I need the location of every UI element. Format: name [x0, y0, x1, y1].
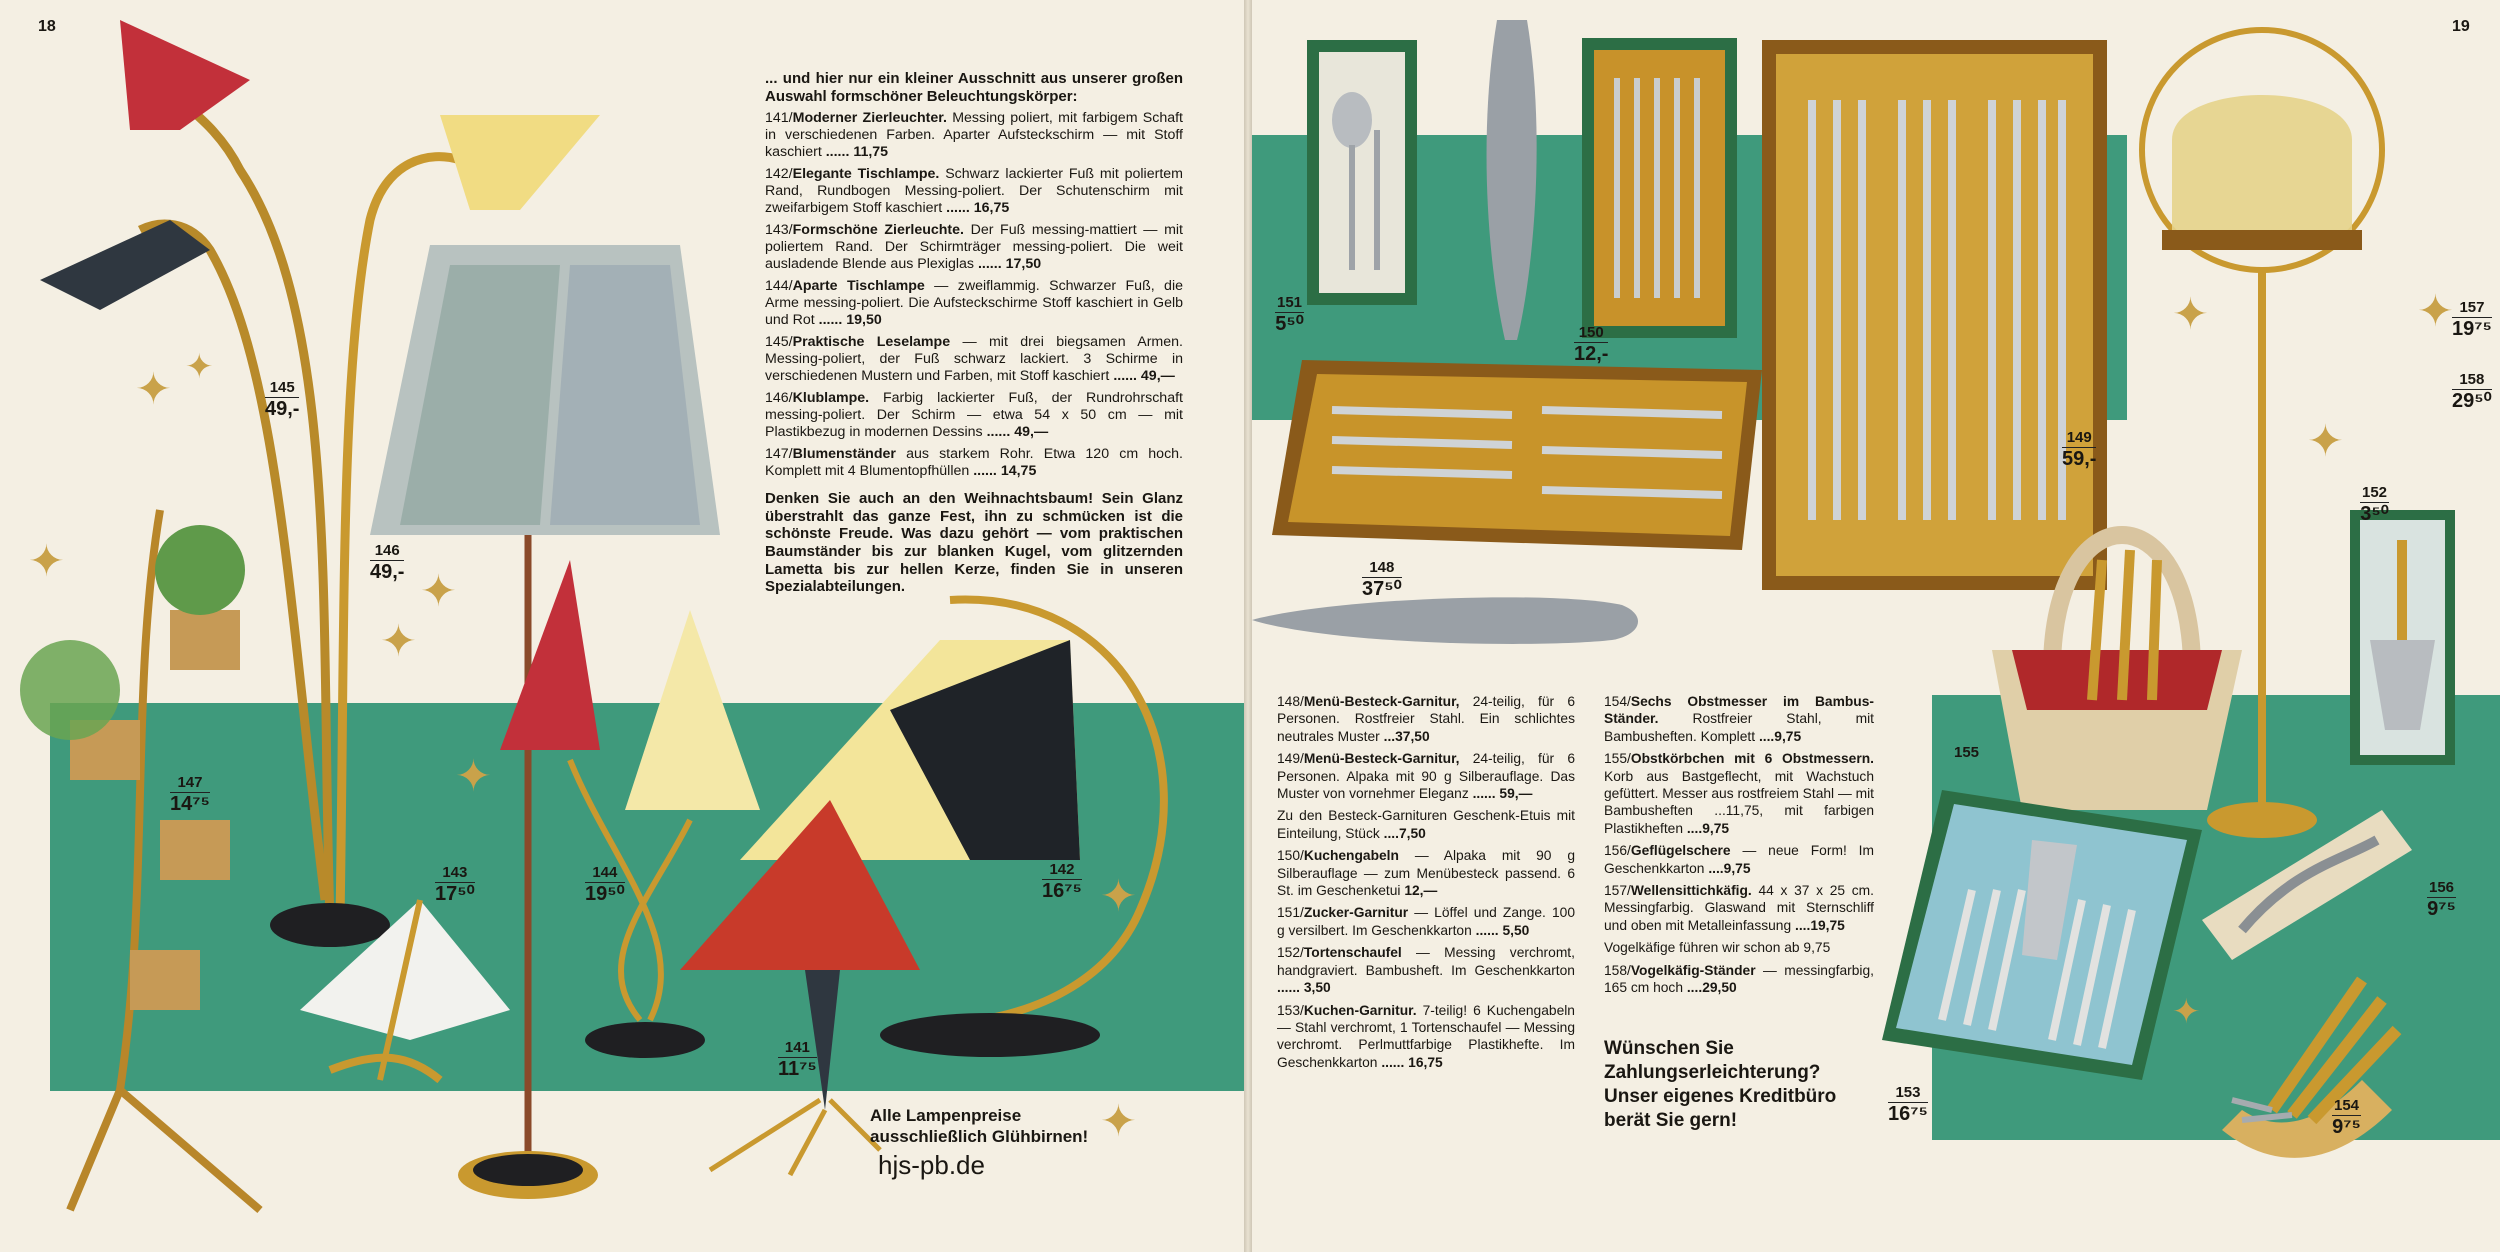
star-decoration: ✦ [2172, 993, 2201, 1031]
price-label-151: 151 5⁵⁰ [1275, 294, 1304, 335]
fruit-basket-illustration [1992, 470, 2242, 810]
gift-case-note: Zu den Besteck-Garnituren Geschenk-Etuis mit Einteilung, Stück ....7,50 [1277, 808, 1575, 841]
item-144: 144/Aparte Tischlampe — zweiflammig. Schwarzer Fuß, die Arme messing-poliert. Die Aufsteckschirme Stoff kaschiert in Gelb und Rot ...... 19,50 [765, 278, 1183, 329]
sugar-set-box-illustration [1307, 40, 1417, 305]
price-label-152: 152 3⁵⁰ [2360, 484, 2389, 525]
star-decoration: ✦ [2307, 417, 2344, 466]
item-154: 154/Sechs Obstmesser im Bambus-Ständer. Rostfreier Stahl, mit Bambusheften. Komplett ....9,75 [1604, 694, 1874, 744]
price-label-143: 143 17⁵⁰ [435, 864, 475, 905]
page-number-left: 18 [38, 18, 56, 35]
star-decoration: ✦ [420, 567, 457, 616]
item-150: 150/Kuchengabeln — Alpaka mit 90 g Silberauflage — zum Menübesteck passend. 6 St. im Geschenketui 12,— [1277, 848, 1575, 899]
item-146: 146/Klublampe. Farbig lackierter Fuß, der Rundrohrschaft messing-poliert. Der Schirm — etwa 54 x 50 cm — mit Plastikbezug in modernen Dessins ...... 49,— [765, 390, 1183, 441]
lamp-price-note: Alle Lampenpreise ausschließlich Glühbirnen! [870, 1106, 1089, 1146]
cake-fork-box-illustration [1582, 38, 1737, 338]
price-label-142: 142 16⁷⁵ [1042, 861, 1082, 902]
price-label-148: 148 37⁵⁰ [1362, 559, 1402, 600]
item-145: 145/Praktische Leselampe — mit drei biegsamen Armen. Messing-poliert, der Fuß schwarz lackiert. 3 Schirme in verschiedenen Mustern und Farben, mit Stoff kaschiert ...... 49,— [765, 334, 1183, 385]
closing-text: Denken Sie auch an den Weihnachtsbaum! Sein Glanz überstrahlt das ganze Fest, ihn zu schmücken ist die schönste Freude. Was dazu gehört — vom praktischen Baumständer bis zur blanken Kugel, vom glitzernden Lametta bis zur hellen Kerze, finden Sie in unseren Spezialabteilungen. [765, 490, 1183, 596]
flower-stand-illustration [10, 490, 310, 1220]
birdcage-note: Vogelkäfige führen wir schon ab 9,75 [1604, 940, 1831, 956]
star-decoration: ✦ [455, 752, 492, 801]
cake-set-box-illustration [1882, 790, 2202, 1080]
price-label-157: 157 19⁷⁵ [2452, 299, 2492, 340]
item-149: 149/Menü-Besteck-Garnitur, 24-teilig, für 6 Personen. Alpaka mit 90 g Silberauflage. Das Muster von vornehmer Eleganz ...... 59,— [1277, 751, 1575, 802]
cutlery-description-col1 [1277, 693, 1575, 1076]
plexiglas-lamp-illustration [290, 880, 510, 1090]
item-143: 143/Formschöne Zierleuchte. Der Fuß messing-mattiert — mit poliertem Rand. Der Schirmträger messing-poliert. Die weit ausladende Blende aus Plexiglas ...... 17,50 [765, 222, 1183, 273]
item-151: 151/Zucker-Garnitur — Löffel und Zange. 100 g versilbert. Im Geschenkkarton ...... 5,50 [1277, 905, 1576, 938]
poultry-shears-illustration [2202, 810, 2412, 960]
item-152: 152/Tortenschaufel — Messing verchromt, handgraviert. Bambusheft. Im Geschenkkarton ...... 3,50 [1277, 945, 1575, 996]
star-decoration: ✦ [380, 617, 417, 666]
price-label-141: 141 11⁷⁵ [778, 1039, 817, 1080]
page-number-right: 19 [2452, 18, 2470, 35]
star-decoration: ✦ [135, 365, 172, 414]
price-label-153: 153 16⁷⁵ [1888, 1084, 1928, 1125]
lamp-description-block [765, 70, 1183, 601]
item-153: 153/Kuchen-Garnitur. 7-teilig! 6 Kuchengabeln — Stahl verchromt, 1 Tortenschaufel — Messing verchromt. Perlmuttfarbige Plastikhefte. Im Geschenkkarton ...... 16,75 [1277, 1002, 1575, 1070]
star-decoration: ✦ [28, 537, 65, 586]
item-157: 157/Wellensittichkäfig. 44 x 37 x 25 cm. Messingfarbig. Glaswand mit Sternschliff und oben mit Metalleinfassung ....19,75 [1604, 883, 1874, 933]
star-decoration: ✦ [1100, 872, 1137, 921]
credit-slogan: Wünschen Sie Zahlungserleichterung? Unser eigenes Kreditbüro berät Sie gern! [1604, 1038, 1837, 1131]
item-148: 148/Menü-Besteck-Garnitur, 24-teilig, für 6 Personen. Rostfreier Stahl. Ein schlichtes neutrales Muster ...37,50 [1277, 694, 1575, 744]
price-label-150: 150 12,- [1574, 324, 1609, 365]
table-knife-illustration [1252, 590, 1642, 650]
item-158: 158/Vogelkäfig-Ständer — messingfarbig, 165 cm hoch ....29,50 [1604, 962, 1874, 996]
star-decoration: ✦ [185, 348, 214, 386]
cutlery-set-148-illustration [1272, 360, 1772, 550]
knife-detail-illustration [1477, 20, 1547, 340]
price-label-144: 144 19⁵⁰ [585, 864, 625, 905]
intro-text: ... und hier nur ein kleiner Ausschnitt aus unserer großen Auswahl formschöner Beleuchtungskörper: [765, 70, 1183, 105]
star-decoration: ✦ [2417, 287, 2454, 336]
pie-server-box-illustration [2350, 510, 2455, 765]
price-label-146: 146 49,- [370, 542, 405, 583]
item-142: 142/Elegante Tischlampe. Schwarz lackierter Fuß mit poliertem Rand, Rundbogen Messing-poliert. Der Schutenschirm mit zweifarbigem Stoff kaschiert ...... 16,75 [765, 166, 1183, 217]
watermark: hjs-pb.de [878, 1150, 985, 1180]
item-156: 156/Geflügelschere — neue Form! Im Geschenkkarton ....9,75 [1604, 843, 1874, 876]
price-label-158: 158 29⁵⁰ [2452, 371, 2492, 412]
left-page [0, 0, 1244, 1252]
page-gutter [1244, 0, 1252, 1252]
price-label-154: 154 9⁷⁵ [2332, 1097, 2361, 1138]
star-decoration: ✦ [2172, 290, 2209, 339]
price-label-147: 147 14⁷⁵ [170, 774, 210, 815]
item-141: 141/Moderner Zierleuchter. Messing poliert, mit farbigem Schaft in verschiedenen Farben. Aparter Aufsteckschirm — mit Stoff kaschiert ...... 11,75 [765, 110, 1184, 161]
price-label-149: 149 59,- [2062, 429, 2097, 470]
star-decoration: ✦ [1100, 1097, 1137, 1146]
fruit-knives-stand-illustration [2212, 960, 2412, 1170]
price-label-156: 156 9⁷⁵ [2427, 879, 2456, 920]
item-155: 155/Obstkörbchen mit 6 Obstmessern. Korb aus Bastgeflecht, mit Wachstuch gefüttert. Messer aus rostfreiem Stahl — mit Bambusheften ...11,75, mit farbigen Plastikheften ....9,75 [1604, 751, 1874, 836]
cutlery-description-col2 [1604, 693, 1874, 1002]
right-page [1252, 0, 2500, 1252]
price-label-155: 155 [1954, 744, 1980, 761]
price-label-145: 145 49,- [265, 379, 300, 420]
item-147: 147/Blumenständer aus starkem Rohr. Etwa 120 cm hoch. Komplett mit 4 Blumentopfhüllen ...... 14,75 [765, 446, 1183, 480]
